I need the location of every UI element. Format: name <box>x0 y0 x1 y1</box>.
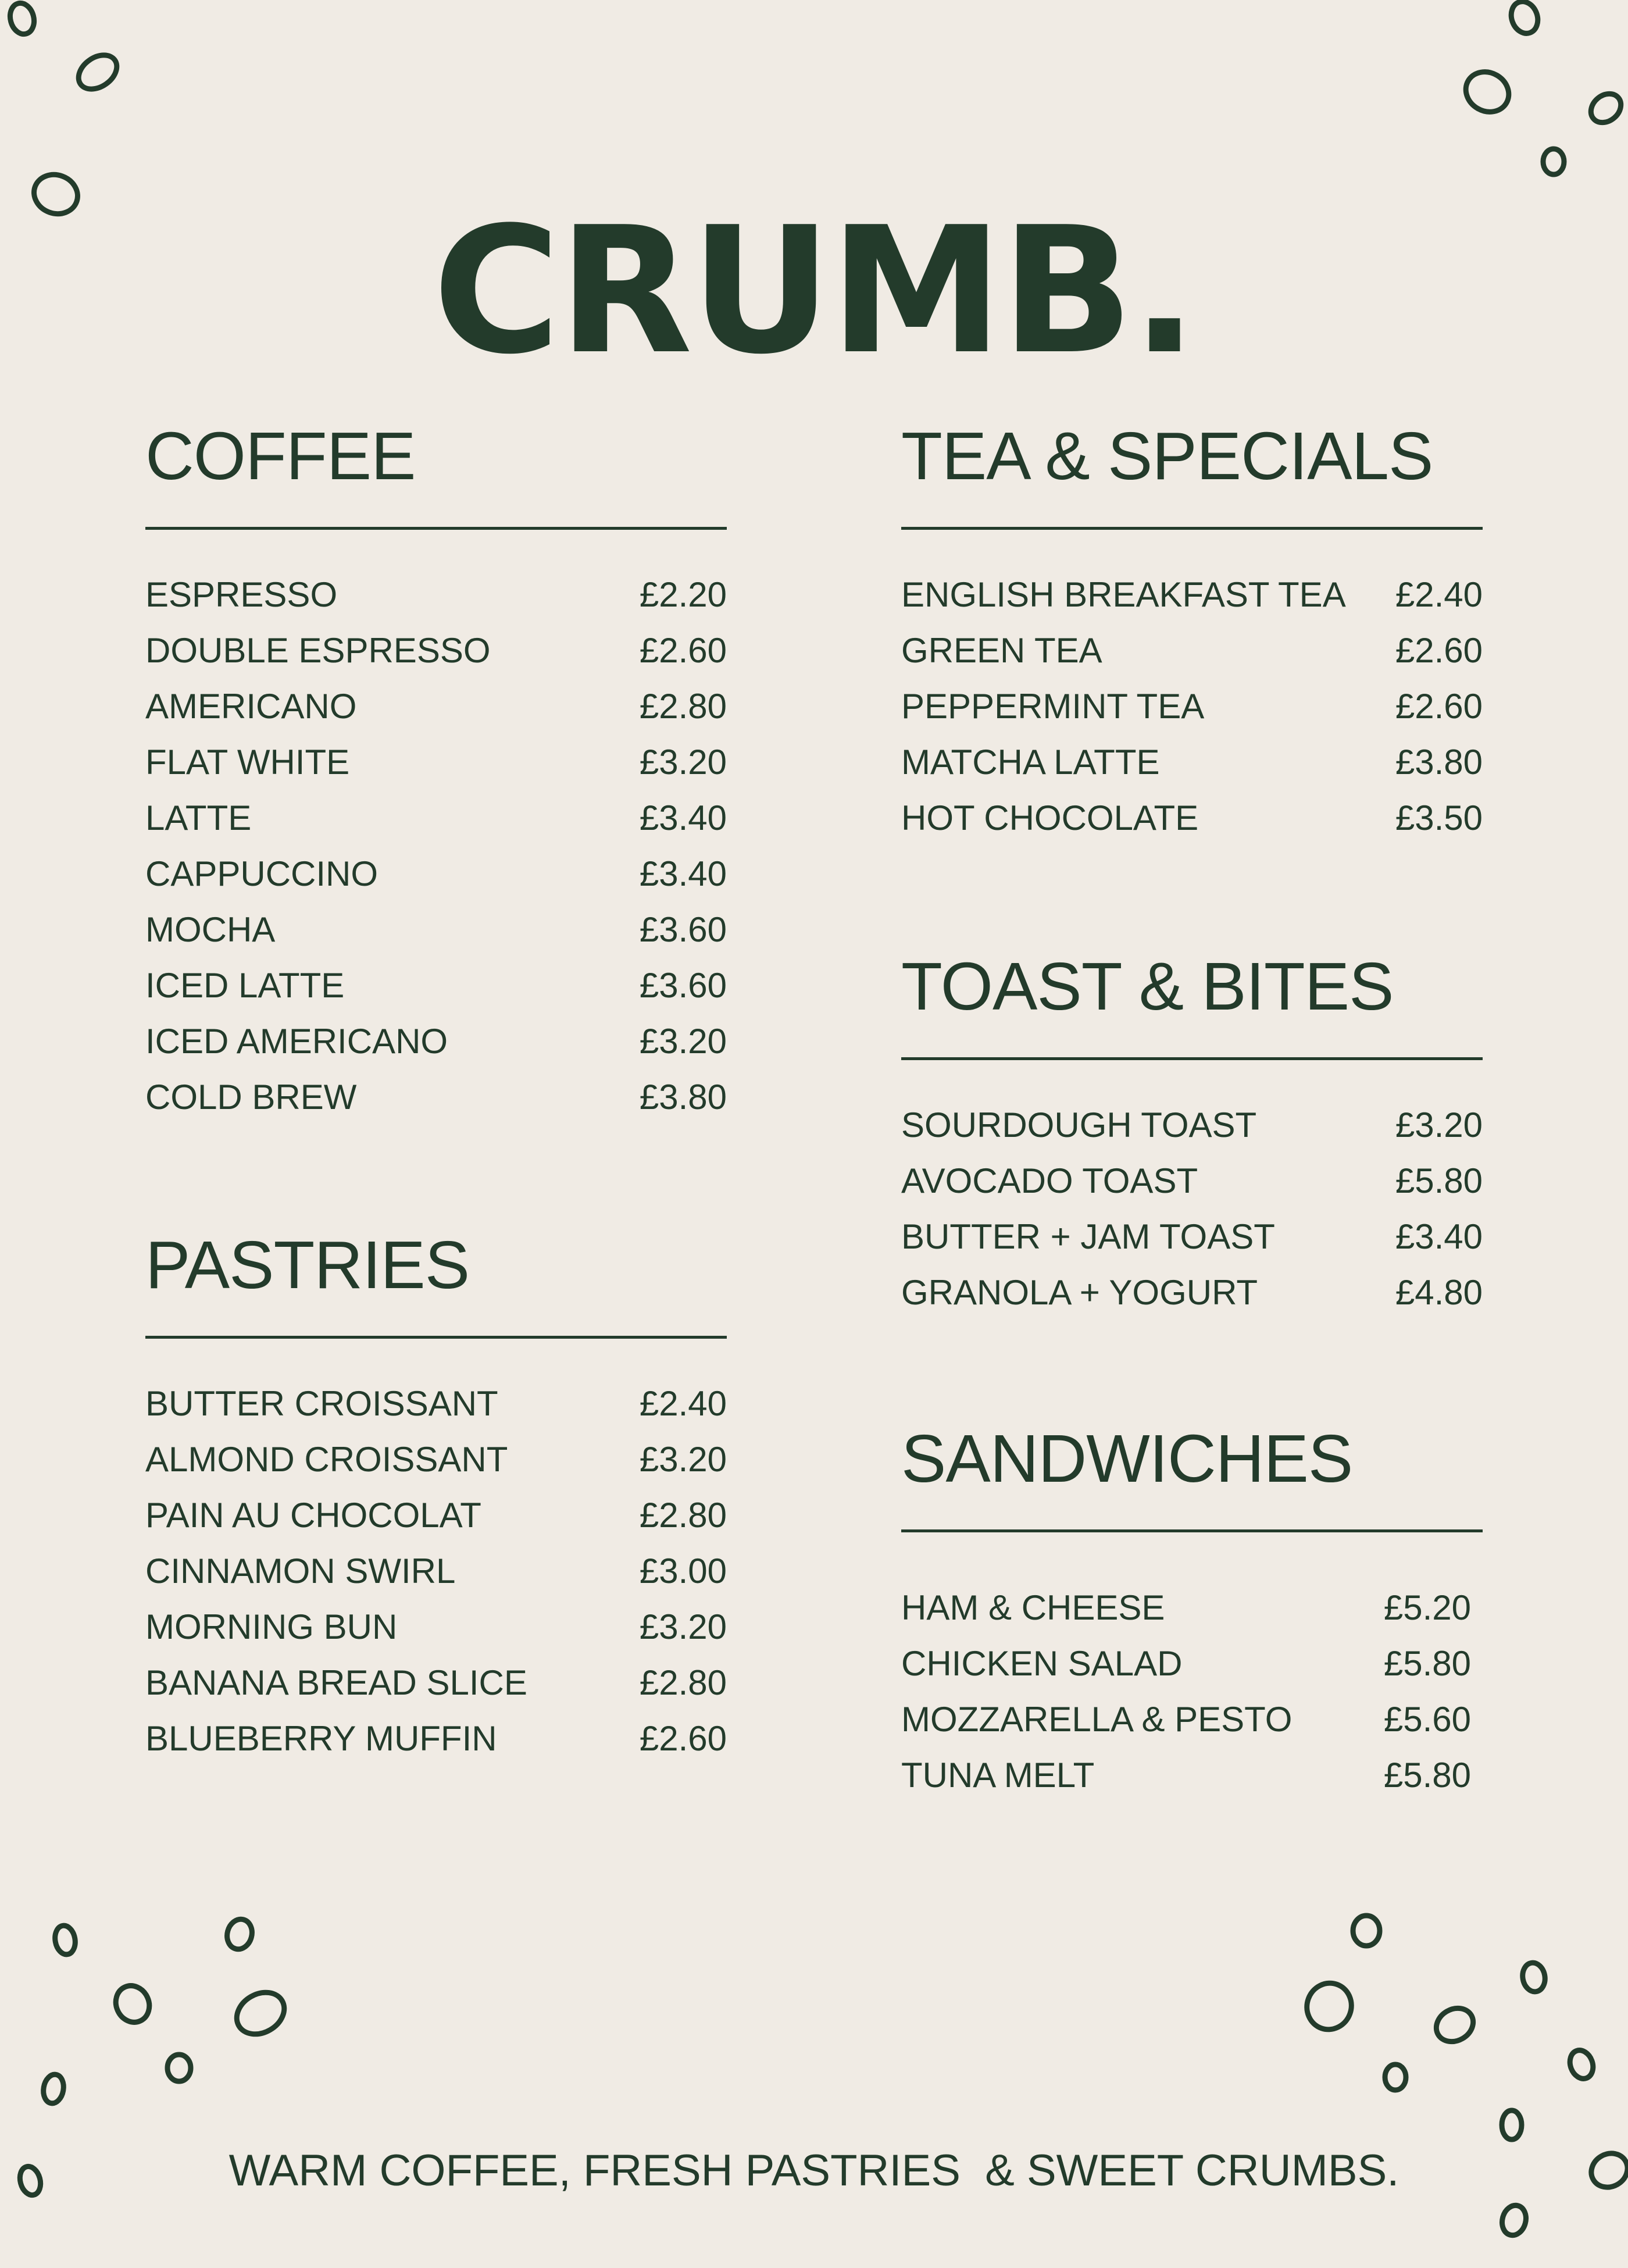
crumb-icon <box>110 1980 155 2028</box>
item-price: £3.20 <box>639 1440 727 1479</box>
item-name: CINNAMON SWIRL <box>145 1552 456 1591</box>
crumb-icon <box>53 1924 77 1956</box>
menu-list <box>901 567 1483 846</box>
item-price: £2.60 <box>1395 687 1483 726</box>
menu-item <box>145 1543 727 1599</box>
menu-item <box>901 1636 1483 1692</box>
item-price: £3.20 <box>1395 1106 1483 1144</box>
item-price: £2.40 <box>639 1384 727 1423</box>
menu-item <box>145 1655 727 1711</box>
menu-item <box>145 1069 727 1125</box>
item-name: CHICKEN SALAD <box>901 1644 1183 1683</box>
crumb-icon <box>1520 1961 1547 1994</box>
section-sandwiches <box>901 1421 1483 1803</box>
crumb-icon <box>41 2073 66 2105</box>
crumb-icon <box>1353 1916 1380 1946</box>
item-price: £3.40 <box>1395 1217 1483 1256</box>
item-price: £2.60 <box>639 631 727 670</box>
menu-item <box>145 623 727 679</box>
item-name: DOUBLE ESPRESSO <box>145 631 491 670</box>
menu-item <box>901 1209 1483 1265</box>
menu-item <box>145 734 727 790</box>
item-name: BUTTER CROISSANT <box>145 1384 498 1423</box>
item-name: ENGLISH BREAKFAST TEA <box>901 575 1346 614</box>
menu-item <box>145 902 727 958</box>
item-price: £2.20 <box>639 575 727 614</box>
item-name: MOCHA <box>145 910 276 949</box>
section-title: COFFEE <box>145 418 416 494</box>
item-price: £3.20 <box>639 1022 727 1061</box>
menu-item <box>145 1432 727 1488</box>
menu-item <box>901 1748 1483 1803</box>
menu-item <box>145 1376 727 1432</box>
section-coffee <box>145 418 727 1125</box>
menu-item <box>145 567 727 623</box>
brand-logo: CRUMB. <box>433 190 1195 393</box>
crumb-icon <box>1301 1977 1358 2035</box>
item-price: £3.80 <box>1395 743 1483 782</box>
crumb-icon <box>1502 2110 1522 2139</box>
item-name: BANANA BREAD SLICE <box>145 1663 527 1702</box>
menu-item <box>145 1488 727 1543</box>
item-name: ICED AMERICANO <box>145 1022 448 1061</box>
item-price: £3.50 <box>1395 798 1483 837</box>
crumb-icon <box>1585 88 1626 129</box>
item-price: £2.40 <box>1395 575 1483 614</box>
crumb-icon <box>1499 2203 1529 2238</box>
crumb-icon <box>1459 64 1516 119</box>
item-price: £2.80 <box>639 1663 727 1702</box>
item-name: GRANOLA + YOGURT <box>901 1273 1258 1312</box>
tagline: WARM COFFEE, FRESH PASTRIES & SWEET CRUMBS. <box>229 2146 1399 2195</box>
menu-item <box>901 1097 1483 1153</box>
item-name: ALMOND CROISSANT <box>145 1440 508 1479</box>
item-price: £4.80 <box>1395 1273 1483 1312</box>
item-name: PAIN AU CHOCOLAT <box>145 1496 481 1535</box>
item-name: MORNING BUN <box>145 1607 398 1646</box>
menu-item <box>901 1265 1483 1321</box>
menu-list <box>145 567 727 1125</box>
section-title: TOAST & BITES <box>901 948 1394 1024</box>
item-name: COLD BREW <box>145 1078 357 1117</box>
item-name: LATTE <box>145 798 252 837</box>
item-price: £5.60 <box>1383 1700 1471 1739</box>
item-price: £2.60 <box>1395 631 1483 670</box>
menu-item <box>145 1014 727 1069</box>
menu-item <box>145 1711 727 1767</box>
section-divider <box>901 527 1483 530</box>
menu-item <box>901 567 1483 623</box>
item-name: GREEN TEA <box>901 631 1102 670</box>
menu-item <box>901 790 1483 846</box>
item-name: SOURDOUGH TOAST <box>901 1106 1257 1144</box>
section-title: SANDWICHES <box>901 1421 1353 1496</box>
item-price: £2.80 <box>639 1496 727 1535</box>
item-price: £5.80 <box>1383 1644 1471 1683</box>
crumb-icon <box>229 1984 291 2042</box>
section-pastries <box>145 1227 727 1767</box>
crumb-icon <box>224 1916 255 1952</box>
item-price: £2.60 <box>639 1719 727 1758</box>
crumb-icon <box>1385 2064 1406 2090</box>
crumb-icon <box>167 2055 191 2081</box>
section-toast-bites <box>901 948 1483 1321</box>
menu-item <box>901 1692 1483 1748</box>
section-divider <box>145 1336 727 1339</box>
section-divider <box>901 1057 1483 1060</box>
menu-item <box>901 734 1483 790</box>
item-price: £3.60 <box>639 910 727 949</box>
menu-list <box>901 1580 1483 1803</box>
item-name: FLAT WHITE <box>145 743 350 782</box>
crumb-icon <box>1543 149 1564 174</box>
menu-item <box>145 846 727 902</box>
menu-item <box>901 623 1483 679</box>
item-price: £3.60 <box>639 966 727 1005</box>
crumb-icon <box>1430 2002 1479 2048</box>
menu-item <box>901 1580 1483 1636</box>
section-title: TEA & SPECIALS <box>901 418 1433 494</box>
item-price: £3.20 <box>639 743 727 782</box>
crumb-icon <box>72 48 123 96</box>
item-price: £3.80 <box>639 1078 727 1117</box>
menu-list <box>901 1097 1483 1321</box>
item-price: £2.80 <box>639 687 727 726</box>
crumb-icon <box>7 1 38 37</box>
menu-item <box>145 679 727 734</box>
section-title: PASTRIES <box>145 1227 470 1303</box>
item-name: BUTTER + JAM TOAST <box>901 1217 1275 1256</box>
item-price: £3.20 <box>639 1607 727 1646</box>
item-name: AMERICANO <box>145 687 357 726</box>
menu-item <box>901 679 1483 734</box>
menu-item <box>145 790 727 846</box>
item-name: HOT CHOCOLATE <box>901 798 1199 837</box>
item-price: £3.40 <box>639 798 727 837</box>
section-divider <box>145 527 727 530</box>
item-name: ICED LATTE <box>145 966 345 1005</box>
menu-item <box>145 1599 727 1655</box>
item-price: £3.00 <box>639 1552 727 1591</box>
menu-list <box>145 1376 727 1767</box>
item-name: HAM & CHEESE <box>901 1588 1165 1627</box>
item-name: MOZZARELLA & PESTO <box>901 1700 1293 1739</box>
section-divider <box>901 1529 1483 1532</box>
item-name: AVOCADO TOAST <box>901 1161 1198 1200</box>
item-price: £3.40 <box>639 854 727 893</box>
menu-item <box>145 958 727 1014</box>
item-name: MATCHA LATTE <box>901 743 1160 782</box>
item-name: ESPRESSO <box>145 575 338 614</box>
crumb-icon <box>1566 2047 1597 2082</box>
item-name: PEPPERMINT TEA <box>901 687 1205 726</box>
item-name: CAPPUCCINO <box>145 854 379 893</box>
menu-item <box>901 1153 1483 1209</box>
item-name: BLUEBERRY MUFFIN <box>145 1719 497 1758</box>
crumb-icon <box>1507 0 1542 37</box>
section-tea-specials <box>901 418 1483 846</box>
item-price: £5.20 <box>1383 1588 1471 1627</box>
item-name: TUNA MELT <box>901 1756 1095 1795</box>
item-price: £5.80 <box>1395 1161 1483 1200</box>
item-price: £5.80 <box>1383 1756 1471 1795</box>
